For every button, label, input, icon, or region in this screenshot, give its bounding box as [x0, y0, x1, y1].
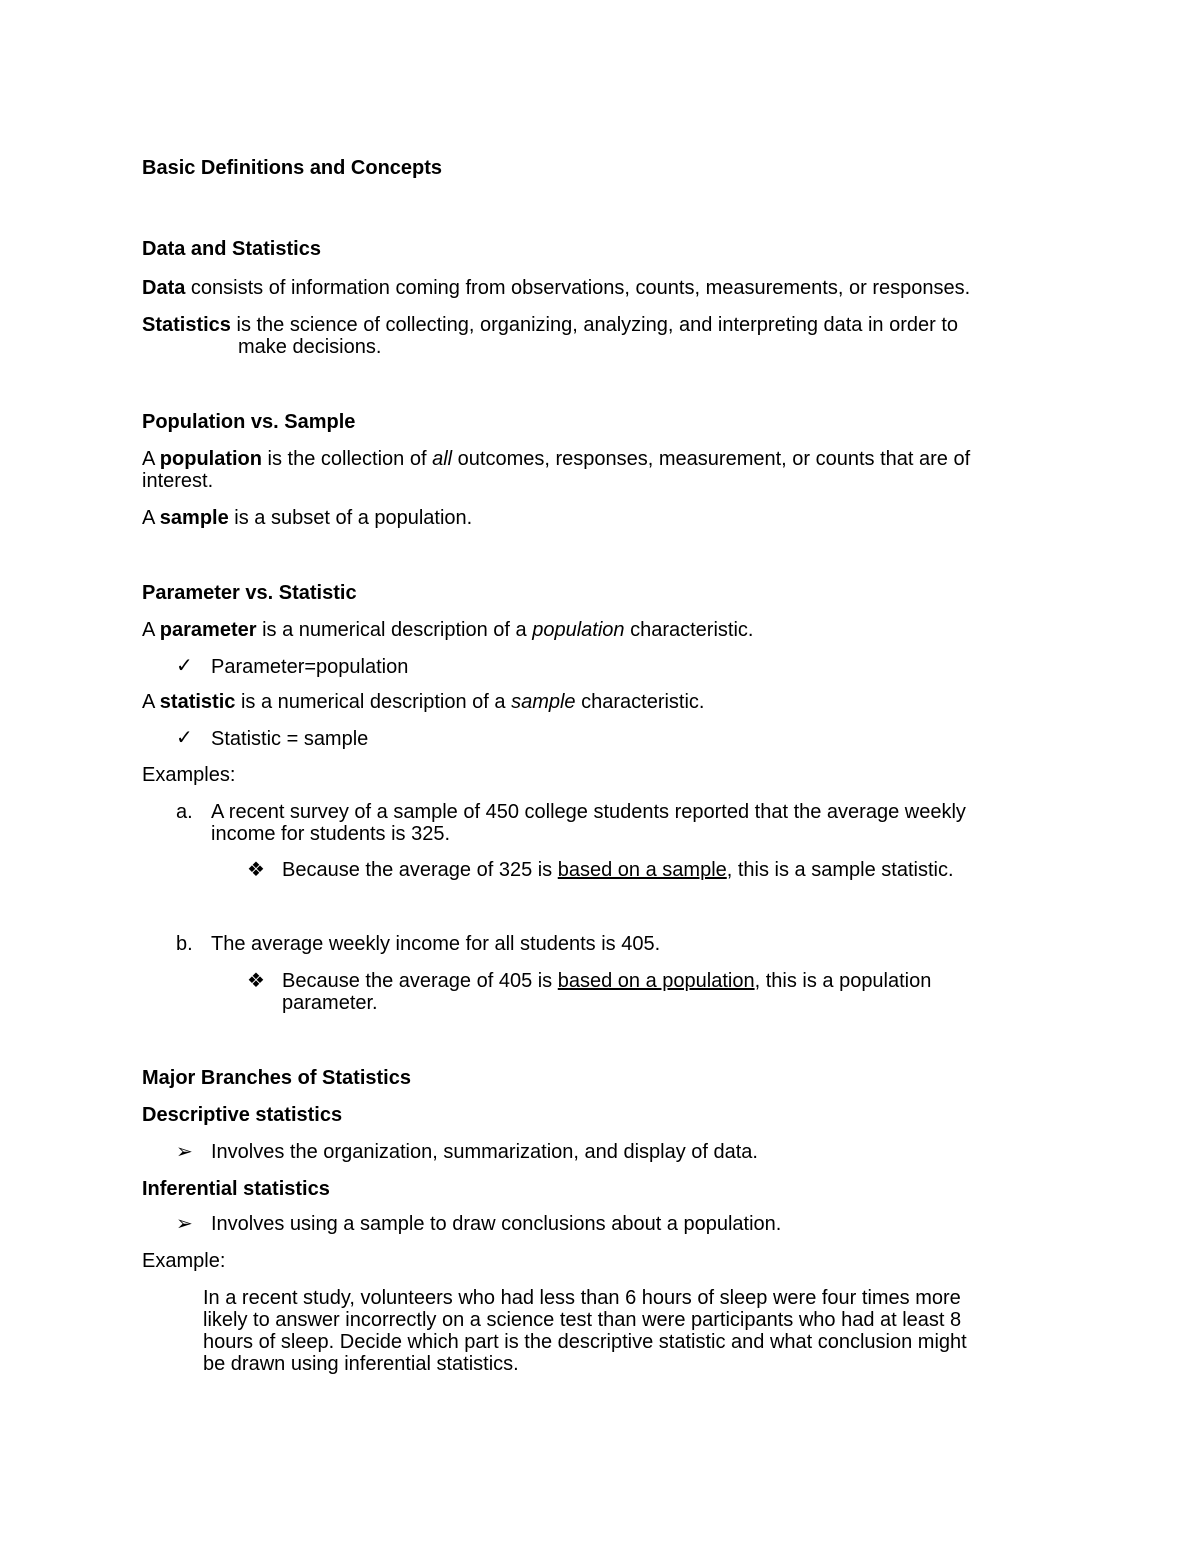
statistic-definition-rest: characteristic.	[575, 691, 705, 713]
examples-label: Examples:	[142, 764, 236, 786]
explanation-text-rest: , this is a sample statistic.	[726, 859, 954, 881]
section-heading-parameter-statistic: Parameter vs. Statistic	[142, 582, 357, 604]
statistic-definition	[142, 691, 705, 713]
arrow-bullet-icon: ➢	[176, 1141, 193, 1163]
example-a-text-continued: income for students is 325.	[211, 823, 451, 845]
example-a-text: A recent survey of a sample of 450 college students reported that the average weekly	[211, 801, 966, 823]
statistics-definition-continued: make decisions.	[238, 336, 382, 358]
article-text: A	[142, 507, 160, 529]
statistics-definition-text: is the science of collecting, organizing, analyzing, and interpreting data in order to	[230, 314, 959, 336]
example-b-explanation	[282, 970, 931, 992]
example-b-explanation-continued: parameter.	[282, 992, 378, 1014]
subheading-inferential-statistics: Inferential statistics	[142, 1178, 330, 1200]
term-sample: sample	[159, 507, 229, 529]
population-definition-continued: interest.	[142, 470, 214, 492]
emphasis-all: all	[432, 448, 453, 470]
example-paragraph-line: In a recent study, volunteers who had less than 6 hours of sleep were four times more	[203, 1287, 961, 1309]
example-label: Example:	[142, 1250, 226, 1272]
population-definition-rest: outcomes, responses, measurement, or counts that are of	[452, 448, 971, 470]
term-parameter: parameter	[159, 619, 257, 641]
checkmark-icon: ✓	[176, 727, 193, 749]
example-paragraph-line: hours of sleep. Decide which part is the descriptive statistic and what conclusion might	[203, 1331, 967, 1353]
parameter-definition-rest: characteristic.	[624, 619, 754, 641]
underlined-phrase: based on a sample	[557, 859, 727, 881]
example-b-text: The average weekly income for all students is 405.	[211, 933, 661, 955]
term-data: Data	[142, 277, 186, 299]
document-title: Basic Definitions and Concepts	[142, 157, 443, 179]
example-paragraph-line: be drawn using inferential statistics.	[203, 1353, 519, 1375]
checkmark-icon: ✓	[176, 655, 193, 677]
article-text: A	[142, 691, 160, 713]
descriptive-statistics-item: Involves the organization, summarization, and display of data.	[211, 1141, 758, 1163]
population-definition-text: is the collection of	[262, 448, 433, 470]
statistic-checklist-item: Statistic = sample	[211, 728, 369, 750]
example-paragraph-line: likely to answer incorrectly on a science test than were participants who had at least 8	[203, 1309, 962, 1331]
parameter-definition	[142, 619, 753, 641]
explanation-text-rest: , this is a population	[754, 970, 932, 992]
inferential-statistics-item: Involves using a sample to draw conclusions about a population.	[211, 1213, 782, 1235]
subheading-descriptive-statistics: Descriptive statistics	[142, 1104, 343, 1126]
underlined-phrase: based on a population	[557, 970, 755, 992]
diamond-bullet-icon: ❖	[247, 859, 265, 881]
sample-definition-text: is a subset of a population.	[228, 507, 473, 529]
section-heading-major-branches: Major Branches of Statistics	[142, 1067, 411, 1089]
article-text: A	[142, 448, 160, 470]
emphasis-population: population	[532, 619, 625, 641]
emphasis-sample: sample	[511, 691, 576, 713]
population-definition	[142, 448, 970, 470]
example-a-explanation	[282, 859, 954, 881]
explanation-text: Because the average of 325 is	[282, 859, 558, 881]
statistics-definition	[142, 314, 958, 336]
data-definition	[142, 277, 970, 299]
article-text: A	[142, 619, 160, 641]
section-heading-data-statistics: Data and Statistics	[142, 238, 321, 260]
arrow-bullet-icon: ➢	[176, 1213, 193, 1235]
parameter-definition-text: is a numerical description of a	[256, 619, 533, 641]
term-statistics: Statistics	[142, 314, 231, 336]
example-a-marker: a.	[176, 801, 193, 823]
explanation-text: Because the average of 405 is	[282, 970, 558, 992]
section-heading-population-sample: Population vs. Sample	[142, 411, 356, 433]
term-statistic: statistic	[159, 691, 236, 713]
term-population: population	[159, 448, 262, 470]
parameter-checklist-item: Parameter=population	[211, 656, 409, 678]
data-definition-text: consists of information coming from observations, counts, measurements, or responses.	[185, 277, 971, 299]
sample-definition	[142, 507, 472, 529]
statistic-definition-text: is a numerical description of a	[235, 691, 512, 713]
diamond-bullet-icon: ❖	[247, 970, 265, 992]
example-b-marker: b.	[176, 933, 193, 955]
